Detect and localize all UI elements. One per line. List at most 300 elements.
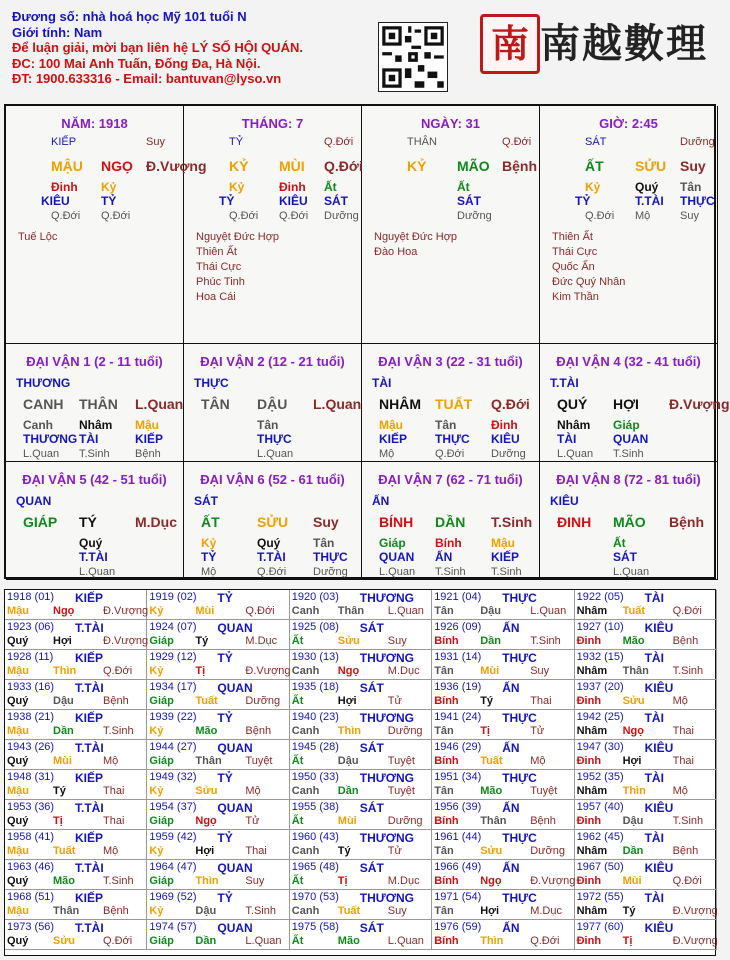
- year-cell: [432, 680, 574, 710]
- luck-cell: [6, 462, 184, 580]
- year-phase: Mộ: [530, 755, 546, 767]
- pillar-r4-value: KIÊU: [279, 194, 308, 208]
- pillar-r5-value: Q.Đới: [585, 210, 615, 222]
- year-god: THƯƠNG: [359, 711, 414, 725]
- year-branch: Sửu: [53, 935, 76, 947]
- year-branch: Thìn: [480, 935, 504, 947]
- year-god: TỶ: [217, 831, 233, 845]
- year-stem: Canh: [291, 905, 320, 917]
- year-cell: [432, 650, 574, 680]
- year-phase: Đ.Vượng: [103, 605, 149, 617]
- luck-r4-value: QUAN: [613, 432, 649, 446]
- year-branch: Tuất: [337, 905, 361, 917]
- year-label: 1920 (03): [291, 591, 339, 603]
- year-cell: [147, 710, 289, 740]
- year-phase: T.Sinh: [672, 665, 704, 677]
- luck-r2-value: L.Quan: [313, 396, 362, 412]
- year-phase: Mộ: [672, 785, 688, 797]
- year-stem: Mậu: [7, 845, 29, 857]
- year-branch: Thìn: [337, 725, 362, 737]
- year-stem: Bính: [434, 815, 459, 827]
- year-god: KIẾP: [75, 591, 104, 605]
- year-god: THỰC: [502, 651, 537, 665]
- year-god: ẤN: [502, 801, 520, 815]
- year-label: 1939 (22): [149, 711, 197, 723]
- year-branch: Mão: [195, 725, 218, 737]
- year-cell: [147, 620, 289, 650]
- luck-cell: [362, 344, 540, 462]
- pillar-r5-value: Suy: [680, 210, 699, 222]
- pillar-cell: [362, 106, 540, 344]
- year-label: 1947 (30): [576, 741, 624, 753]
- pillar-r4-value: TỶ: [575, 194, 591, 208]
- year-god: KIẾP: [75, 831, 104, 845]
- year-branch: Hợi: [53, 635, 72, 647]
- year-phase: Đ.Vượng: [245, 665, 291, 677]
- year-cell: [290, 800, 432, 830]
- year-phase: Thai: [245, 845, 267, 857]
- year-label: 1925 (08): [291, 621, 339, 633]
- luck-r3-value: Mậu: [135, 418, 159, 432]
- year-branch: Dần: [195, 935, 217, 947]
- qr-code-icon[interactable]: [378, 22, 448, 92]
- year-branch: Dậu: [53, 695, 74, 707]
- year-label: 1954 (37): [149, 801, 197, 813]
- year-label: 1958 (41): [7, 831, 55, 843]
- year-cell: [290, 740, 432, 770]
- year-label: 1924 (07): [149, 621, 197, 633]
- year-phase: Bệnh: [245, 725, 272, 737]
- year-stem: Bính: [434, 695, 459, 707]
- luck-r5-value: L.Quan: [23, 448, 60, 460]
- year-label: 1955 (38): [291, 801, 339, 813]
- year-god: TỶ: [217, 771, 233, 785]
- year-phase: Bệnh: [103, 695, 129, 707]
- year-god: ẤN: [502, 621, 520, 635]
- year-label: 1953 (36): [7, 801, 55, 813]
- year-phase: Tuyệt: [387, 785, 415, 797]
- year-god: TÀI: [644, 651, 664, 665]
- year-stem: Mậu: [7, 905, 29, 917]
- year-god: SÁT: [359, 801, 384, 815]
- luck-r3-value: Quý: [257, 536, 281, 550]
- luck-r4-value: KIẾP: [135, 432, 164, 446]
- year-cell: [290, 890, 432, 920]
- year-phase: Q.Đới: [530, 935, 560, 947]
- year-phase: Suy: [387, 635, 407, 647]
- year-cell: [5, 830, 147, 860]
- year-phase: L.Quan: [387, 605, 424, 617]
- luck-r4-value: THƯƠNG: [23, 432, 78, 446]
- luck-title: ĐẠI VẬN 3 (22 - 31 tuổi): [378, 354, 523, 369]
- pillar-r2-value: Suy: [680, 158, 706, 174]
- year-phase: Thai: [103, 785, 125, 797]
- year-phase: Mộ: [103, 755, 119, 767]
- pillar-cell: [184, 106, 362, 344]
- luck-r3-value: Mậu: [491, 536, 515, 550]
- header: [0, 0, 720, 100]
- pillar-r4-value: T.TÀI: [635, 194, 664, 208]
- year-cell: [290, 710, 432, 740]
- year-god: THỰC: [502, 891, 537, 905]
- luck-r2-value: TUẤT: [435, 396, 473, 412]
- luck-r2-value: T.Sinh: [491, 514, 533, 530]
- luck-r2-value: HỢI: [613, 396, 639, 412]
- year-label: 1960 (43): [291, 831, 339, 843]
- luck-r4-value: KIÊU: [491, 432, 520, 446]
- year-cell: [432, 590, 574, 620]
- contact-line: Để luận giải, mời bạn liên hệ LÝ SỐ HỘI QUÁN.: [12, 40, 303, 55]
- year-phase: T.Sinh: [103, 725, 134, 737]
- year-branch: Dần: [622, 845, 644, 857]
- year-branch: Hợi: [195, 845, 215, 857]
- year-stem: Bính: [434, 875, 459, 887]
- luck-r2-value: Suy: [313, 514, 339, 530]
- luck-r4-value: KIẾP: [491, 550, 520, 564]
- year-label: 1930 (13): [291, 651, 339, 663]
- pillar-title: THÁNG: 7: [241, 116, 304, 131]
- luck-r5-value: T.Sinh: [491, 566, 522, 578]
- year-branch: Tị: [480, 725, 490, 737]
- luck-r3-value: Nhâm: [557, 418, 591, 432]
- pillar-r2-value: SỬU: [635, 158, 667, 174]
- year-god: SÁT: [359, 681, 384, 695]
- luck-r2-value: MÃO: [613, 514, 646, 530]
- luck-r5-value: Bệnh: [135, 448, 161, 460]
- year-label: 1965 (48): [291, 861, 339, 873]
- pillar-r3-value: Ất: [457, 180, 470, 194]
- year-label: 1976 (59): [434, 921, 482, 933]
- year-branch: Dậu: [480, 605, 501, 617]
- year-stem: Giáp: [149, 815, 174, 827]
- year-branch: Thân: [195, 755, 222, 767]
- year-cell: [290, 650, 432, 680]
- year-god: QUAN: [217, 801, 253, 815]
- year-stem: Nhâm: [576, 785, 608, 797]
- year-phase: M.Dục: [387, 665, 420, 677]
- luck-r2-value: SỬU: [257, 514, 289, 530]
- year-god: QUAN: [217, 861, 253, 875]
- year-phase: Q.Đới: [672, 875, 702, 887]
- year-branch: Thìn: [195, 875, 219, 887]
- year-label: 1936 (19): [434, 681, 482, 693]
- year-cell: [432, 890, 574, 920]
- year-branch: Tuất: [480, 755, 503, 767]
- luck-r2-value: Q.Đới: [491, 396, 530, 412]
- year-branch: Sửu: [622, 695, 645, 707]
- year-god: ẤN: [502, 921, 520, 935]
- year-phase: Mộ: [672, 695, 688, 707]
- year-stem: Nhâm: [576, 665, 608, 677]
- year-god: KIẾP: [75, 651, 104, 665]
- year-stem: Ất: [291, 635, 304, 647]
- pillar-r3-value: Ất: [324, 180, 337, 194]
- year-label: 1923 (06): [7, 621, 55, 633]
- year-label: 1969 (52): [149, 891, 197, 903]
- pillar-r3-value: Kỷ: [229, 180, 245, 194]
- year-stem: Bính: [434, 635, 459, 647]
- luck-r5-value: Dưỡng: [313, 566, 348, 578]
- year-label: 1971 (54): [434, 891, 482, 903]
- year-stem: Nhâm: [576, 605, 608, 617]
- address-line: ĐC: 100 Mai Anh Tuấn, Đống Đa, Hà Nội.: [12, 55, 261, 71]
- pillar-r2-value: MÃO: [457, 158, 490, 174]
- pillar-r1-value: THÂN: [407, 136, 437, 148]
- year-cell: [575, 800, 717, 830]
- year-stem: Đinh: [576, 695, 602, 707]
- luck-r3-value: Bính: [435, 536, 462, 550]
- year-cell: [147, 590, 289, 620]
- star-item: Phúc Tinh: [196, 276, 245, 288]
- star-item: Thái Cực: [196, 261, 242, 273]
- year-stem: Tân: [434, 905, 454, 917]
- year-cell: [575, 620, 717, 650]
- year-stem: Đinh: [576, 875, 602, 887]
- luck-r5-value: L.Quan: [379, 566, 416, 578]
- year-branch: Ngọ: [195, 815, 217, 827]
- pillar-r5-value: Q.Đới: [101, 210, 131, 222]
- year-stem: Quý: [7, 935, 29, 947]
- year-branch: Ngọ: [480, 875, 502, 887]
- year-stem: Ất: [291, 935, 304, 947]
- year-phase: Bệnh: [672, 635, 699, 647]
- pillar-cell: [6, 106, 207, 344]
- year-label: 1974 (57): [149, 921, 197, 933]
- pillar-title: NĂM: 1918: [61, 116, 128, 131]
- year-cell: [147, 680, 289, 710]
- year-cell: [290, 830, 432, 860]
- year-god: THƯƠNG: [359, 651, 414, 665]
- pillar-r3-value: Tân: [680, 180, 702, 194]
- year-cell: [575, 860, 717, 890]
- year-stem: Quý: [7, 875, 29, 887]
- luck-cell: [540, 344, 730, 462]
- luck-cell: [540, 462, 718, 580]
- year-phase: M.Dục: [387, 875, 420, 887]
- year-stem: Đinh: [576, 755, 602, 767]
- year-god: THƯƠNG: [359, 591, 414, 605]
- pillar-stars: [552, 230, 625, 305]
- pillar-r1-value: Q.Đới: [502, 136, 532, 148]
- luck-r2-value: Đ.Vượng: [669, 396, 730, 412]
- year-stem: Kỷ: [149, 665, 164, 677]
- year-stem: Mậu: [7, 725, 29, 737]
- year-god: SÁT: [359, 921, 384, 935]
- year-label: 1929 (12): [149, 651, 197, 663]
- star-item: Nguyệt Đức Hợp: [374, 231, 458, 243]
- year-stem: Mậu: [7, 665, 29, 677]
- year-label: 1957 (40): [576, 801, 624, 813]
- luck-cell: [184, 344, 362, 462]
- year-god: KIÊU: [644, 681, 674, 695]
- star-item: Thiên Ất: [196, 246, 237, 258]
- year-branch: Dậu: [622, 815, 644, 827]
- year-branch: Tị: [195, 665, 206, 677]
- year-cell: [432, 620, 574, 650]
- pillar-r1-value: Q.Đới: [324, 136, 354, 148]
- year-phase: Tử: [245, 815, 260, 827]
- year-cell: [5, 650, 147, 680]
- year-god: ẤN: [502, 741, 520, 755]
- year-stem: Ất: [291, 875, 304, 887]
- year-cell: [575, 830, 717, 860]
- pillar-r2-value: Bệnh: [502, 158, 537, 174]
- year-stem: Tân: [434, 785, 454, 797]
- pillar-r3-value: Kỷ: [101, 180, 117, 194]
- year-phase: Mộ: [245, 785, 261, 797]
- pillar-r5-value: Q.Đới: [51, 210, 81, 222]
- pillar-title: GIỜ: 2:45: [599, 116, 658, 131]
- year-branch: Mùi: [53, 755, 72, 767]
- luck-god: T.TÀI: [550, 376, 579, 390]
- year-stem: Giáp: [149, 875, 174, 887]
- year-label: 1931 (14): [434, 651, 482, 663]
- year-cell: [575, 650, 717, 680]
- luck-r2-value: QUÝ: [557, 396, 588, 412]
- year-stem: Tân: [434, 725, 454, 737]
- year-branch: Dậu: [195, 905, 217, 917]
- luck-r3-value: Tân: [257, 418, 279, 432]
- year-cell: [575, 890, 717, 920]
- pillar-r4-value: KIÊU: [41, 194, 70, 208]
- year-branch: Hợi: [337, 695, 357, 707]
- luck-r4-value: T.TÀI: [79, 550, 108, 564]
- year-god: THỰC: [502, 771, 537, 785]
- year-label: 1959 (42): [149, 831, 197, 843]
- pillar-r2-value: MÙI: [279, 158, 305, 174]
- year-label: 1977 (60): [576, 921, 624, 933]
- year-branch: Tị: [622, 935, 633, 947]
- year-cell: [147, 920, 289, 950]
- year-phase: Suy: [387, 905, 407, 917]
- year-phase: Q.Đới: [103, 665, 133, 677]
- year-label: 1962 (45): [576, 831, 624, 843]
- year-phase: Tử: [387, 695, 402, 707]
- year-god: QUAN: [217, 621, 253, 635]
- year-label: 1926 (09): [434, 621, 482, 633]
- year-branch: Sửu: [480, 845, 503, 857]
- year-god: KIÊU: [644, 861, 674, 875]
- year-god: T.TÀI: [75, 621, 104, 635]
- year-cell: [432, 830, 574, 860]
- year-label: 1942 (25): [576, 711, 624, 723]
- year-label: 1928 (11): [7, 651, 54, 663]
- year-stem: Nhâm: [576, 725, 608, 737]
- year-cell: [5, 890, 147, 920]
- year-phase: Q.Đới: [672, 605, 702, 617]
- year-label: 1948 (31): [7, 771, 55, 783]
- luck-god: TÀI: [372, 376, 392, 390]
- year-phase: Dưỡng: [530, 845, 565, 857]
- pillar-r5-value: Mộ: [635, 210, 651, 222]
- star-item: Đào Hoa: [374, 246, 418, 258]
- year-cell: [290, 770, 432, 800]
- pillar-r1-value: KIẾP: [51, 136, 77, 148]
- star-item: Thái Cực: [552, 246, 598, 258]
- luck-r2-value: TÝ: [79, 514, 97, 530]
- year-cell: [5, 860, 147, 890]
- year-label: 1927 (10): [576, 621, 624, 633]
- year-label: 1966 (49): [434, 861, 482, 873]
- year-god: THƯƠNG: [359, 771, 414, 785]
- year-god: T.TÀI: [75, 921, 104, 935]
- year-branch: Tý: [195, 635, 209, 647]
- year-label: 1950 (33): [291, 771, 339, 783]
- year-stem: Canh: [291, 605, 320, 617]
- year-branch: Hợi: [622, 755, 642, 767]
- year-god: THỰC: [502, 711, 537, 725]
- year-stem: Đinh: [576, 935, 602, 947]
- luck-r3-value: Tân: [435, 418, 457, 432]
- pillar-r5-value: Dưỡng: [324, 210, 359, 222]
- year-phase: T.Sinh: [103, 875, 134, 887]
- luck-r2-value: L.Quan: [135, 396, 184, 412]
- pillar-r2-value: KỶ: [229, 158, 249, 174]
- year-cell: [432, 860, 574, 890]
- luck-r5-value: Mộ: [379, 448, 395, 460]
- year-stem: Quý: [7, 695, 29, 707]
- luck-r5-value: Mộ: [201, 566, 217, 578]
- luck-cell: [184, 462, 362, 580]
- luck-r3-value: Ất: [613, 536, 626, 550]
- pillar-r3-value: Quý: [635, 180, 659, 194]
- star-item: Thiên Ất: [552, 231, 593, 243]
- year-phase: Dưỡng: [387, 815, 423, 827]
- year-stem: Bính: [434, 755, 459, 767]
- luck-cell: [6, 344, 184, 462]
- luck-r4-value: TỶ: [201, 550, 217, 564]
- year-phase: M.Dục: [245, 635, 278, 647]
- year-cell: [575, 740, 717, 770]
- year-god: THỰC: [502, 831, 537, 845]
- luck-r5-value: T.Sinh: [435, 566, 466, 578]
- year-label: 1934 (17): [149, 681, 197, 693]
- year-phase: Bệnh: [530, 815, 556, 827]
- year-stem: Đinh: [576, 635, 602, 647]
- star-item: Nguyệt Đức Hợp: [196, 231, 280, 243]
- luck-title: ĐẠI VẬN 6 (52 - 61 tuổi): [200, 472, 345, 487]
- luck-r5-value: T.Sinh: [79, 448, 110, 460]
- luck-r3-value: Giáp: [379, 536, 406, 550]
- year-cell: [5, 590, 147, 620]
- luck-r5-value: L.Quan: [257, 448, 294, 460]
- luck-title: ĐẠI VẬN 1 (2 - 11 tuổi): [26, 354, 163, 369]
- year-label: 1944 (27): [149, 741, 197, 753]
- year-god: TÀI: [644, 711, 664, 725]
- year-god: KIÊU: [644, 741, 674, 755]
- year-branch: Ngọ: [622, 725, 644, 737]
- year-branch: Mão: [53, 875, 75, 887]
- year-phase: L.Quan: [387, 935, 424, 947]
- year-phase: Thai: [530, 695, 552, 707]
- year-god: SÁT: [359, 861, 384, 875]
- year-cell: [432, 800, 574, 830]
- year-branch: Tý: [53, 785, 66, 797]
- pillar-r4-value: TỶ: [101, 194, 117, 208]
- year-branch: Mùi: [337, 815, 357, 827]
- year-stem: Kỷ: [149, 845, 164, 857]
- luck-r3-value: Nhâm: [79, 418, 113, 432]
- year-god: THỰC: [502, 591, 537, 605]
- year-phase: Thai: [672, 755, 694, 767]
- luck-r5-value: L.Quan: [79, 566, 116, 578]
- luck-r4-value: KIẾP: [379, 432, 408, 446]
- luck-r4-value: ẤN: [435, 550, 453, 564]
- luck-r2-value: ẤT: [201, 514, 220, 530]
- year-cell: [432, 920, 574, 950]
- year-stem: Đinh: [576, 815, 602, 827]
- year-cell: [432, 770, 574, 800]
